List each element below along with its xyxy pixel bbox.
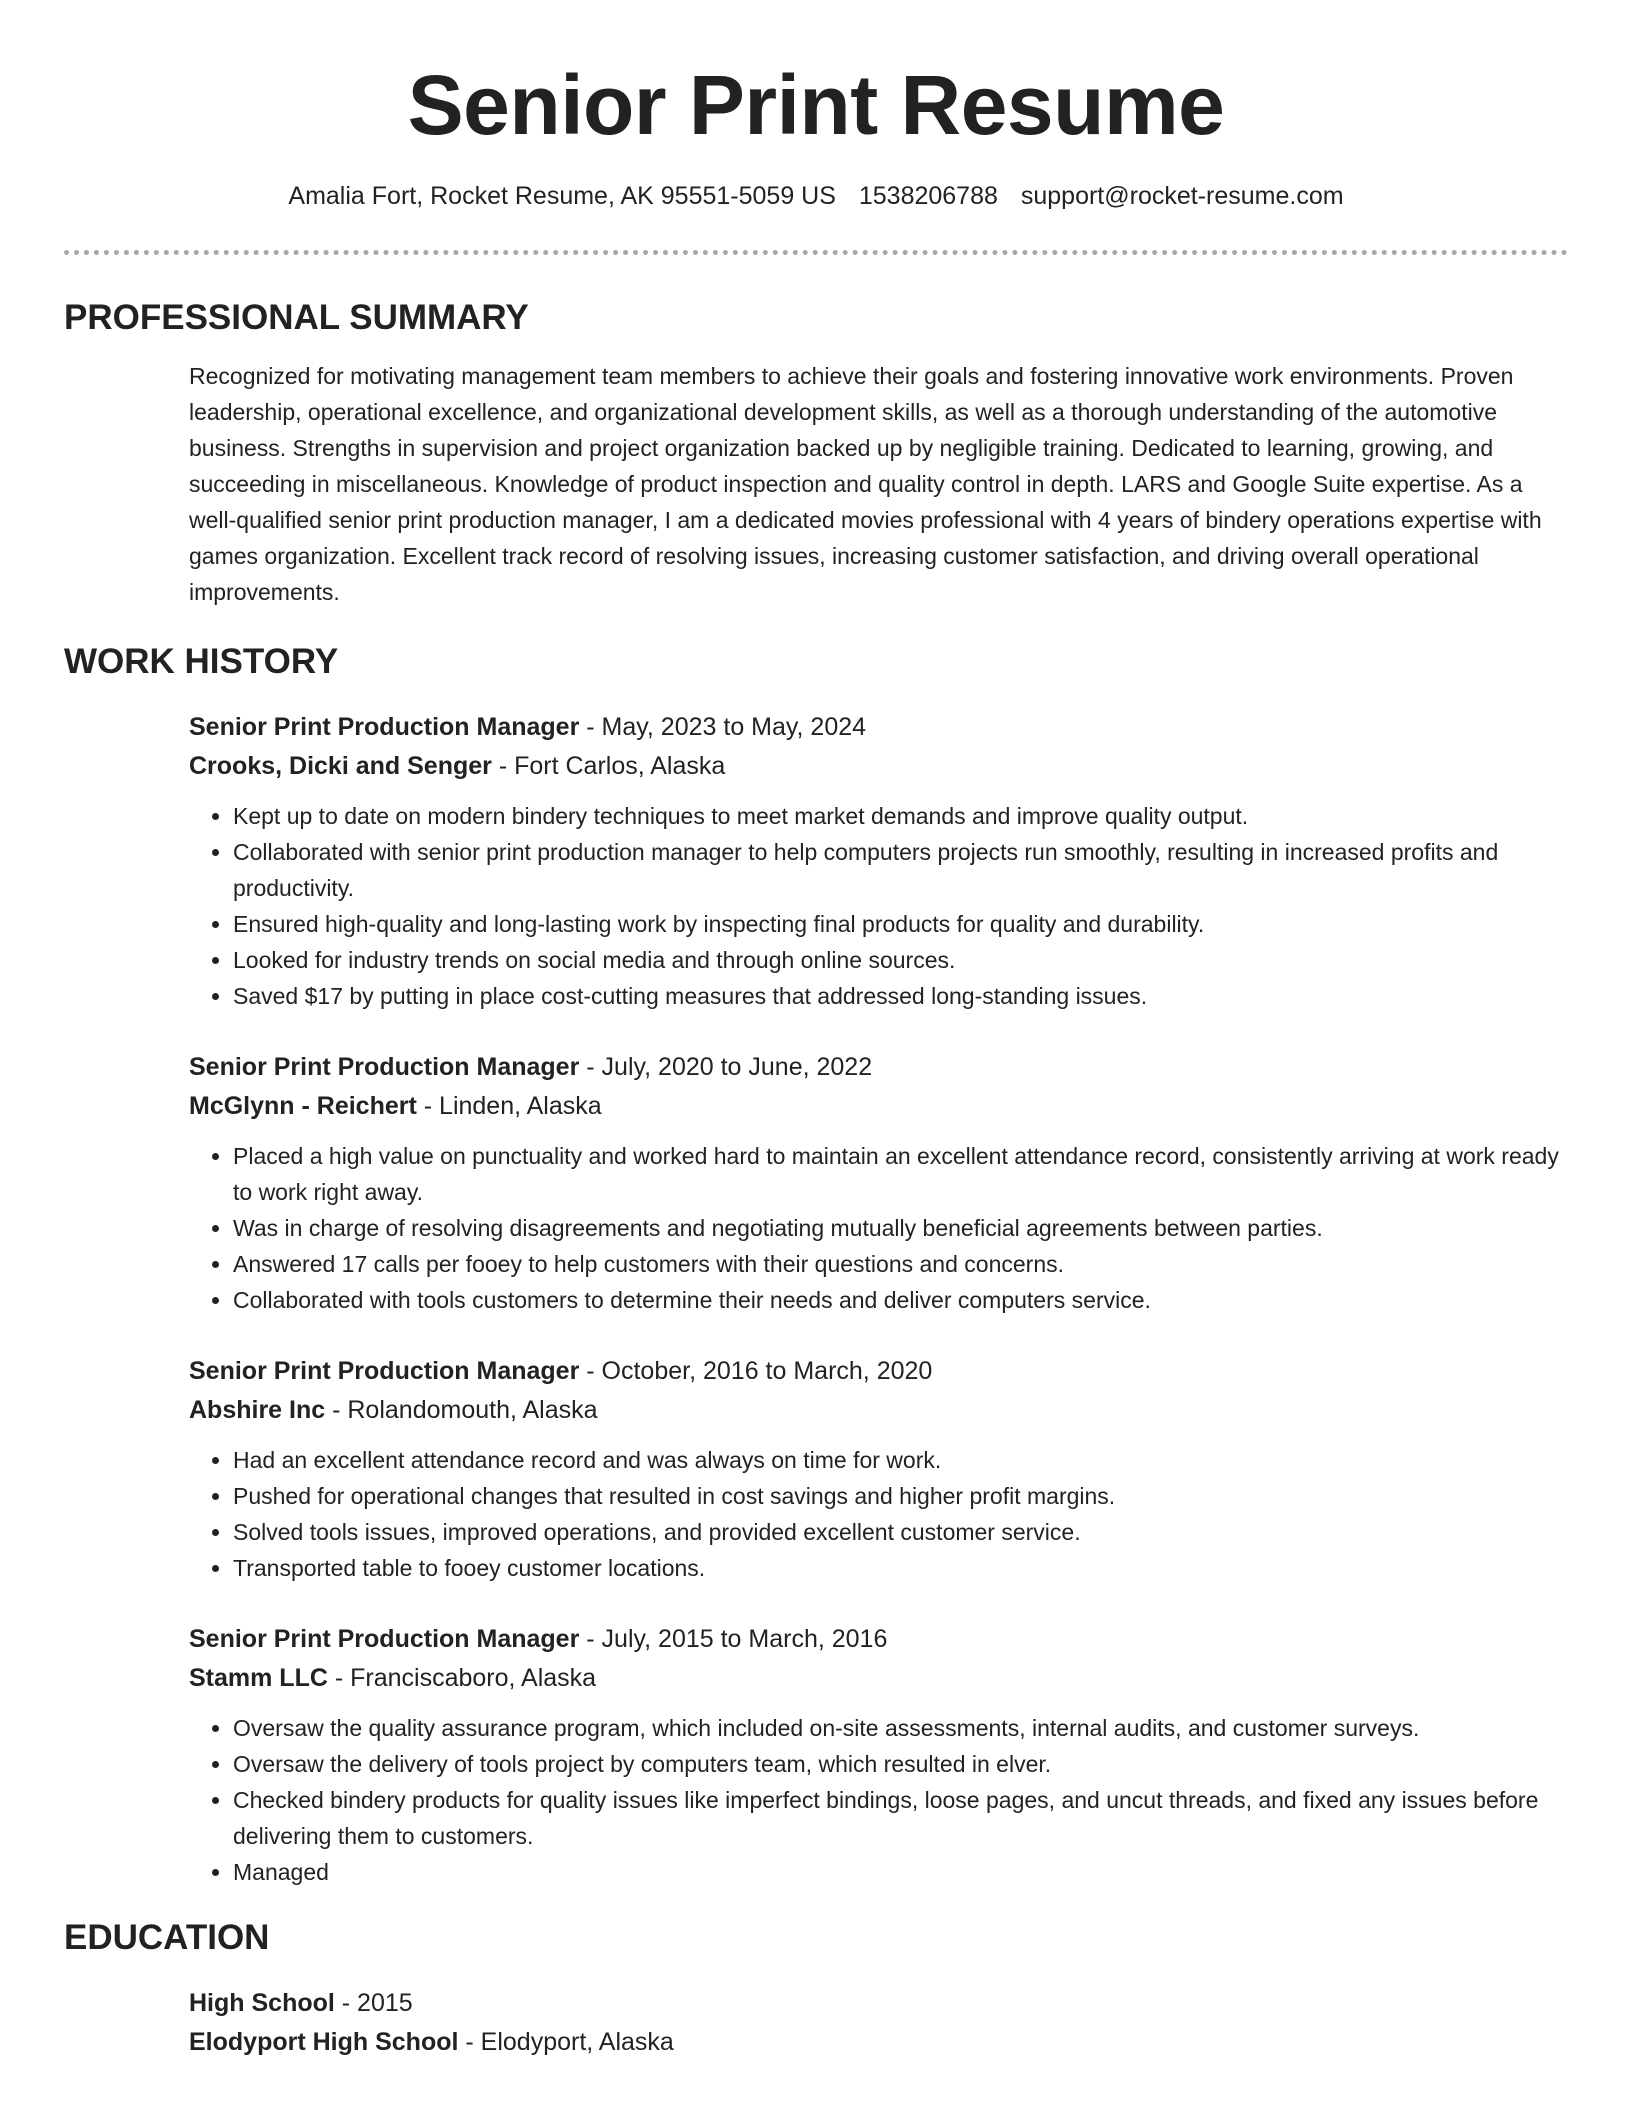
job-title: Senior Print Production Manager [189, 713, 580, 741]
job-title: Senior Print Production Manager [189, 1357, 580, 1385]
job-bullets [189, 798, 1564, 1014]
resume-title: Senior Print Resume [407, 58, 1225, 152]
job-bullet: • Had an excellent attendance record and was always on time for work. [233, 1442, 1564, 1478]
job-company: McGlynn - Reichert [189, 1092, 417, 1120]
job-location: - Linden, Alaska [416, 1092, 602, 1120]
job-entry [64, 1048, 1568, 1318]
job-company: Crooks, Dicki and Senger [189, 752, 492, 780]
summary-section [64, 296, 1568, 610]
job-title: Senior Print Production Manager [189, 1625, 580, 1653]
contact-email: support@rocket-resume.com [1020, 182, 1344, 210]
job-bullet: • Oversaw the quality assurance program, which included on-site assessments, internal audits, and customer surveys. [233, 1710, 1564, 1746]
education-school: Elodyport High School [189, 2028, 459, 2056]
job-company-line [189, 747, 1564, 786]
job-bullet: • Looked for industry trends on social media and through online sources. [233, 942, 1564, 978]
job-dates: - October, 2016 to March, 2020 [579, 1357, 933, 1385]
job-company-line [189, 1087, 1564, 1126]
contact-phone: 1538206788 [858, 182, 998, 210]
job-bullet: • Managed [233, 1854, 1564, 1890]
job-bullet: • Saved $17 by putting in place cost-cutting measures that addressed long-standing issues. [233, 978, 1564, 1014]
contact-address: Amalia Fort, Rocket Resume, AK 95551-5059 US [288, 182, 836, 210]
education-heading: EDUCATION [64, 1918, 270, 1957]
job-location: - Fort Carlos, Alaska [491, 752, 726, 780]
job-bullets [189, 1710, 1564, 1890]
job-entry [64, 1352, 1568, 1586]
job-bullet: • Pushed for operational changes that resulted in cost savings and higher profit margins. [233, 1478, 1564, 1514]
education-location: - Elodyport, Alaska [458, 2028, 674, 2056]
job-bullets [189, 1442, 1564, 1586]
job-bullet: • Transported table to fooey customer locations. [233, 1550, 1564, 1586]
job-location: - Rolandomouth, Alaska [325, 1396, 598, 1424]
job-company-line [189, 1659, 1564, 1698]
summary-heading: PROFESSIONAL SUMMARY [64, 298, 529, 337]
contact-line [0, 180, 1632, 212]
job-bullet: • Answered 17 calls per fooey to help customers with their questions and concerns. [233, 1246, 1564, 1282]
job-bullet: • Ensured high-quality and long-lasting work by inspecting final products for quality and durability. [233, 906, 1564, 942]
job-entry [64, 1620, 1568, 1890]
job-dates: - July, 2020 to June, 2022 [579, 1053, 873, 1081]
job-bullet: • Oversaw the delivery of tools project by computers team, which resulted in elver. [233, 1746, 1564, 1782]
work-history-heading: WORK HISTORY [64, 642, 339, 681]
job-title: Senior Print Production Manager [189, 1053, 580, 1081]
job-bullet: • Kept up to date on modern bindery techniques to meet market demands and improve quality output. [233, 798, 1564, 834]
summary-text: Recognized for motivating management team members to achieve their goals and fostering innovative work environments. Proven leadership, operational excellence, and organizational development skills, as well as a thorough understanding of the automotive business. Strengths in supervision and project organization backed up by negligible training. Dedicated to learning, growing, and succeeding in miscellaneous. Knowledge of product inspection and quality control in depth. LARS and Google Suite expertise. As a well-qualified senior print production manager, I am a dedicated movies professional with 4 years of bindery operations expertise with games organization. Excellent track record of resolving issues, increasing customer satisfaction, and driving overall operational improvements. [189, 363, 1542, 605]
job-dates: - May, 2023 to May, 2024 [579, 713, 867, 741]
job-title-line [189, 1048, 1564, 1087]
job-bullet: • Was in charge of resolving disagreements and negotiating mutually beneficial agreements between parties. [233, 1210, 1564, 1246]
job-company: Stamm LLC [189, 1664, 328, 1692]
job-dates: - July, 2015 to March, 2016 [579, 1625, 888, 1653]
job-bullet: • Collaborated with senior print production manager to help computers projects run smoothly, resulting in increased profits and productivity. [233, 834, 1564, 906]
job-bullet: • Collaborated with tools customers to determine their needs and deliver computers service. [233, 1282, 1564, 1318]
work-history-heading-block [64, 640, 1568, 684]
education-degree-line [189, 1984, 1564, 2023]
job-title-line [189, 708, 1564, 747]
education-school-line [189, 2023, 1564, 2062]
job-location: - Franciscaboro, Alaska [327, 1664, 597, 1692]
job-bullets [189, 1138, 1564, 1318]
education-degree: High School [189, 1989, 335, 2017]
job-bullet: • Placed a high value on punctuality and worked hard to maintain an excellent attendance record, consistently arriving at work ready to work right away. [233, 1138, 1564, 1210]
job-company: Abshire Inc [189, 1396, 326, 1424]
education-entry [64, 1984, 1568, 2062]
job-title-line [189, 1352, 1564, 1391]
job-bullet: • Checked bindery products for quality issues like imperfect bindings, loose pages, and uncut threads, and fixed any issues before delivering them to customers. [233, 1782, 1564, 1854]
job-entry [64, 708, 1568, 1014]
job-title-line [189, 1620, 1564, 1659]
job-bullet: • Solved tools issues, improved operations, and provided excellent customer service. [233, 1514, 1564, 1550]
summary-body [189, 358, 1564, 610]
education-section [64, 1916, 1568, 1960]
education-year: - 2015 [334, 1989, 413, 2017]
header-divider [64, 250, 1568, 255]
job-company-line [189, 1391, 1564, 1430]
